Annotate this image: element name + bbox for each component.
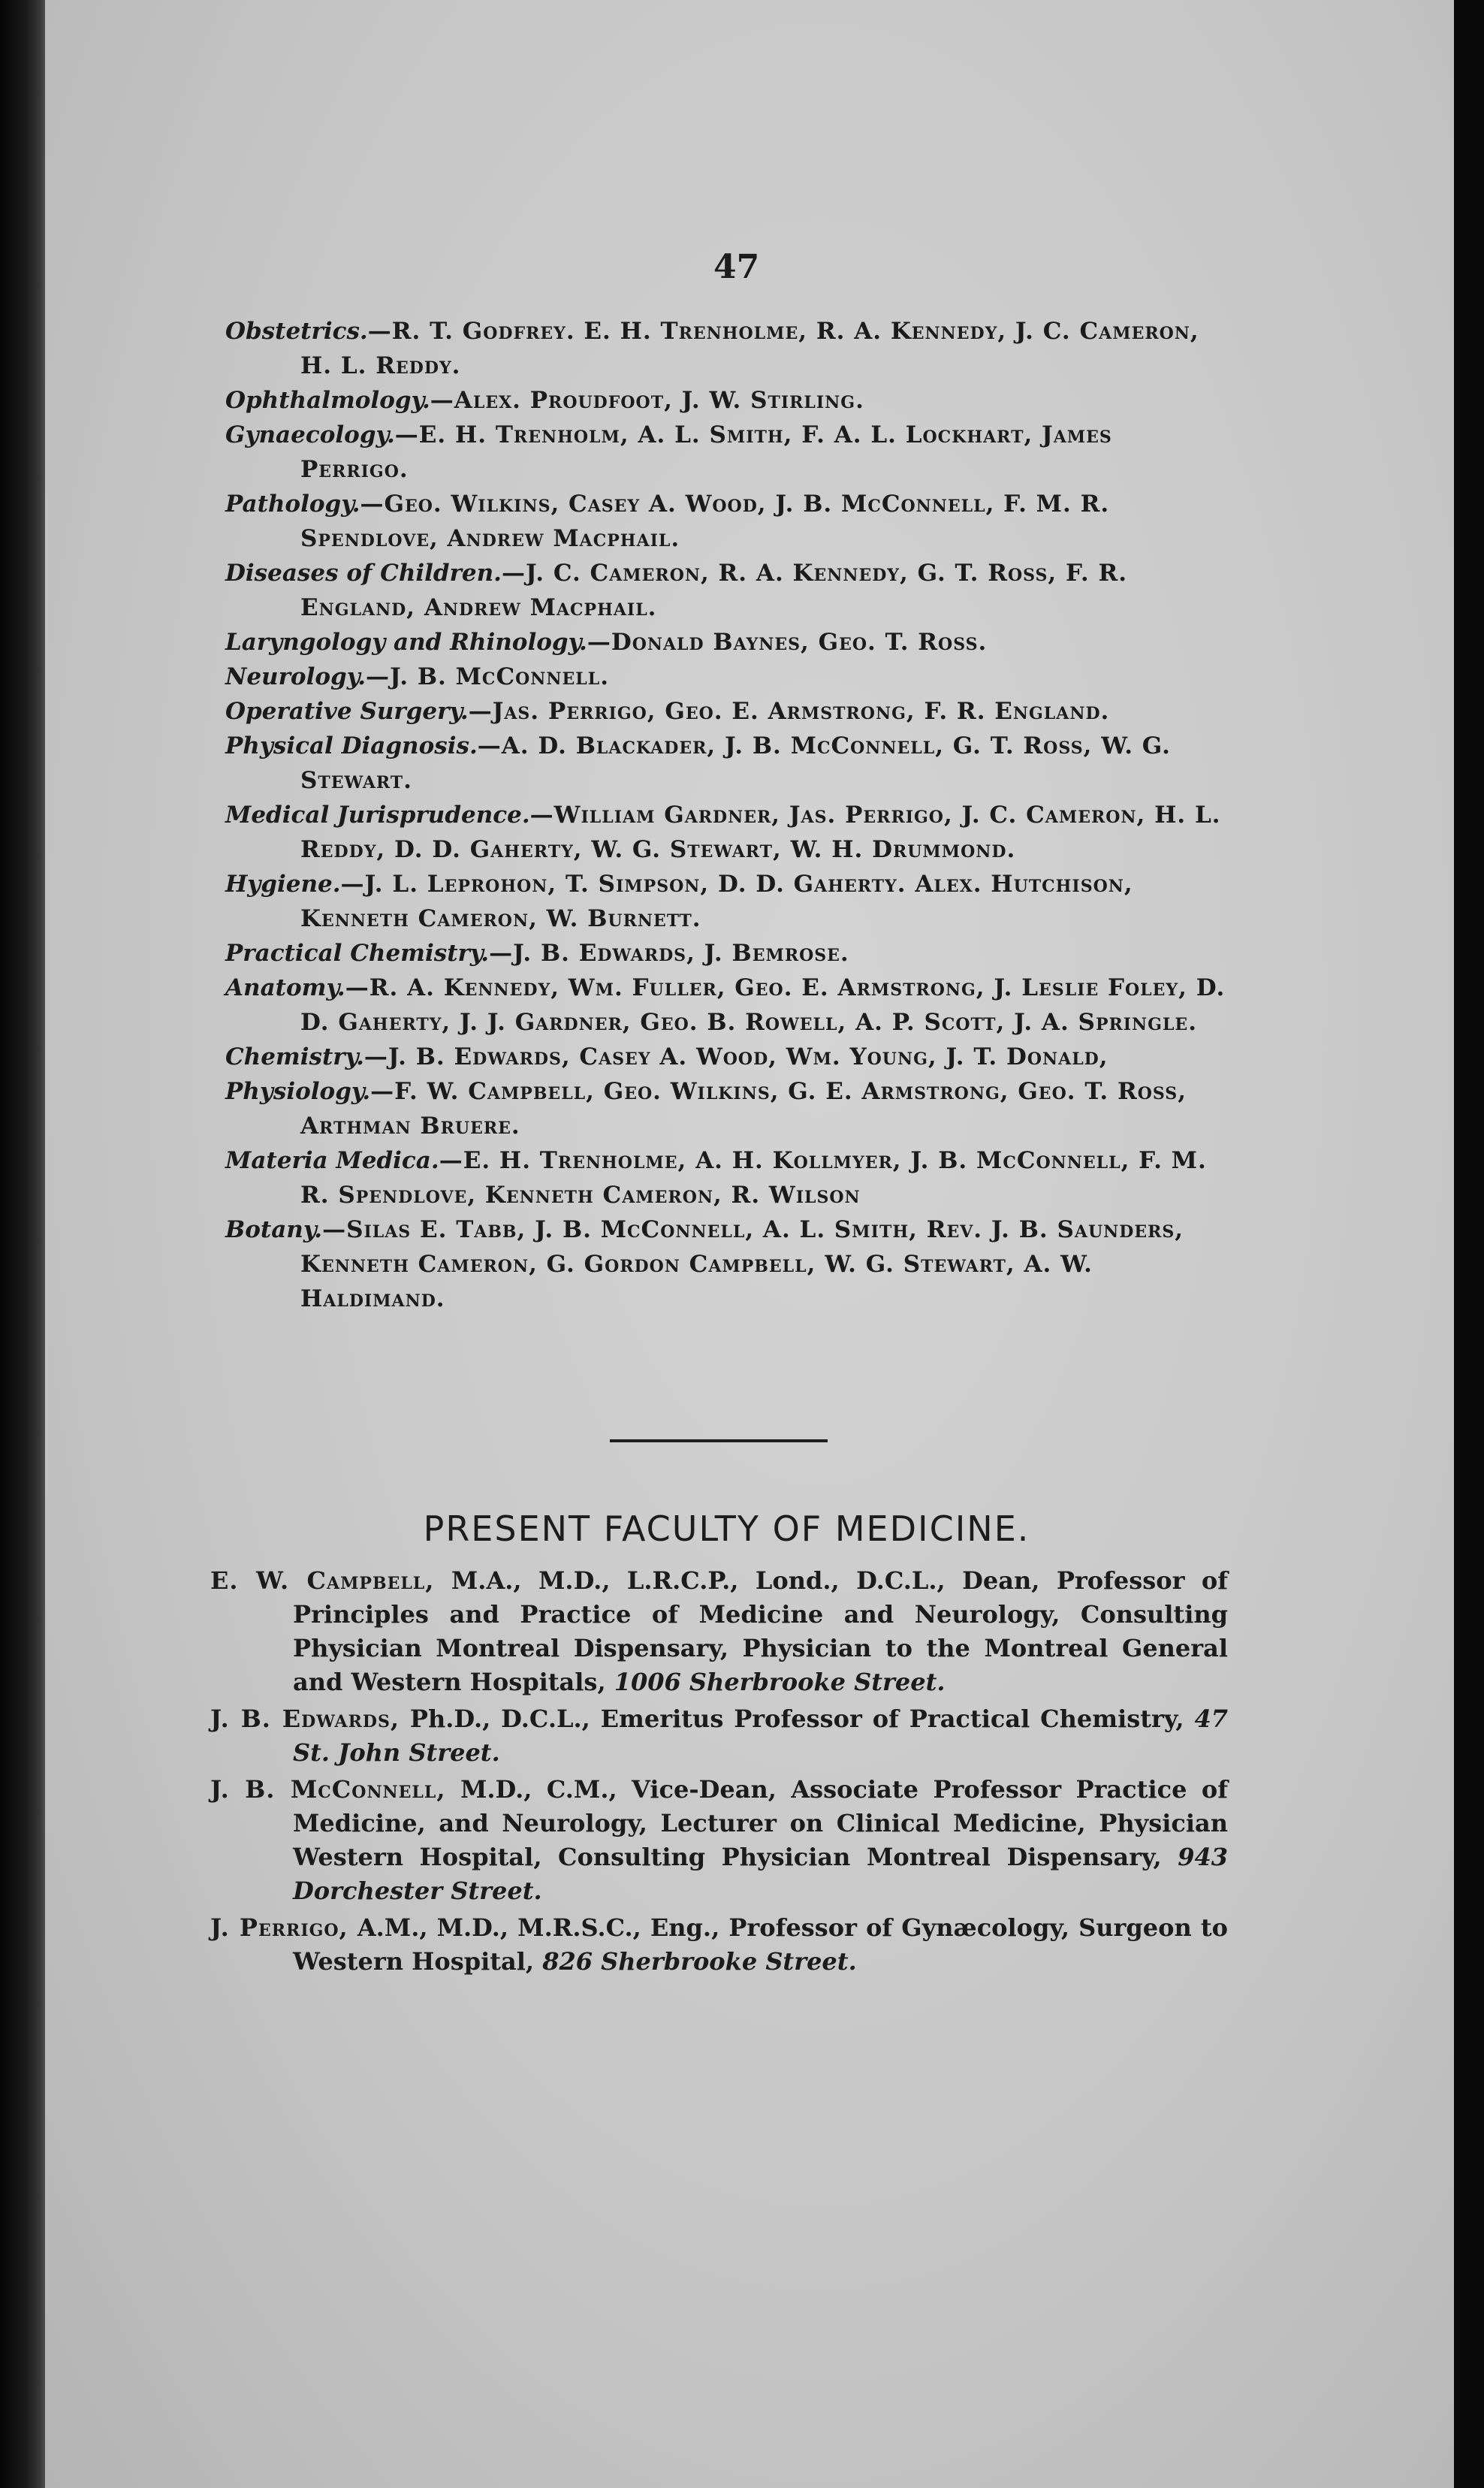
committee-names: —R. T. Godfrey. E. H. Trenholme, R. A. Kennedy, J. C. Cameron, H. L. Reddy. <box>300 318 1199 379</box>
committee-subject: Gynaecology. <box>225 421 395 448</box>
committee-entry <box>225 487 1228 556</box>
committee-entry <box>225 383 1228 418</box>
committee-subject: Neurology. <box>225 663 366 690</box>
committee-names: —A. D. Blackader, J. B. McConnell, G. T. Ross, W. G. Stewart. <box>300 732 1171 794</box>
faculty-address: 826 Sherbrooke Street. <box>542 1947 857 1976</box>
committee-entry <box>225 1074 1228 1143</box>
committee-entry <box>225 798 1228 867</box>
faculty-details: Ph.D., D.C.L., Emeritus Professor of Practical Chemistry, <box>400 1704 1195 1733</box>
faculty-name: J. Perrigo, <box>210 1913 348 1942</box>
committee-subject: Physical Diagnosis. <box>225 732 478 759</box>
committee-entry <box>225 694 1228 729</box>
committee-subject: Ophthalmology. <box>225 387 430 414</box>
committee-names: —J. L. Leprohon, T. Simpson, D. D. Gaherty. Alex. Hutchison, Kenneth Cameron, W. Burnett. <box>300 871 1133 932</box>
committee-names: —E. H. Trenholme, A. H. Kollmyer, J. B. McConnell, F. M. R. Spendlove, Kenneth Cameron, R. Wilson <box>300 1147 1207 1209</box>
committee-entry <box>225 660 1228 694</box>
faculty-entry <box>210 1702 1228 1770</box>
committee-subject: Hygiene. <box>225 871 341 898</box>
committee-names: —Silas E. Tabb, J. B. McConnell, A. L. Smith, Rev. J. B. Saunders, Kenneth Cameron, G. Gordon Campbell, W. G. Stewart, A. W. Haldimand. <box>300 1216 1184 1312</box>
committee-subject: Pathology. <box>225 491 360 518</box>
committee-names: —Geo. Wilkins, Casey A. Wood, J. B. McConnell, F. M. R. Spendlove, Andrew Macphail. <box>300 491 1110 552</box>
faculty-details: M.D., C.M., Vice-Dean, Associate Professor Practice of Medicine, and Neurology, Lecturer on Clinical Medicine, Physician Western Hospital, Consulting Physician Montreal Dispensary, <box>293 1775 1229 1871</box>
committee-names: —J. B. McConnell. <box>365 663 609 690</box>
faculty-name: J. B. McConnell, <box>210 1775 446 1804</box>
committee-subject: Operative Surgery. <box>225 698 469 725</box>
faculty-address: 943 Dorchester Street. <box>293 1843 1228 1905</box>
committee-subject: Botany. <box>225 1216 323 1243</box>
committee-subject: Laryngology and Rhinology. <box>225 629 587 656</box>
committee-names: —Jas. Perrigo, Geo. E. Armstrong, F. R. England. <box>468 698 1110 725</box>
committee-names: —William Gardner, Jas. Perrigo, J. C. Cameron, H. L. Reddy, D. D. Gaherty, W. G. Stewart, W. H. Drummond. <box>300 802 1221 863</box>
faculty-address: 1006 Sherbrooke Street. <box>614 1668 946 1696</box>
committee-subject: Chemistry. <box>225 1043 364 1070</box>
committee-subject: Physiology. <box>225 1078 371 1105</box>
committee-subject: Obstetrics. <box>225 318 368 345</box>
committee-names: —F. W. Campbell, Geo. Wilkins, G. E. Armstrong, Geo. T. Ross, Arthman Bruere. <box>300 1078 1187 1140</box>
committee-names: —Alex. Proudfoot, J. W. Stirling. <box>430 387 864 414</box>
committee-names: —R. A. Kennedy, Wm. Fuller, Geo. E. Armstrong, J. Leslie Foley, D. D. Gaherty, J. J. Gardner, Geo. B. Rowell, A. P. Scott, J. A. Springle. <box>300 974 1226 1036</box>
committee-subject: Practical Chemistry. <box>225 940 490 967</box>
faculty-list <box>210 1564 1228 1982</box>
committee-subject: Diseases of Children. <box>225 560 502 587</box>
committee-subject: Medical Jurisprudence. <box>225 802 530 829</box>
committee-entry <box>225 971 1228 1040</box>
committee-entry <box>225 314 1228 383</box>
committee-subject: Materia Medica. <box>225 1147 439 1174</box>
faculty-name: E. W. Campbell, <box>210 1566 435 1595</box>
faculty-details: A.M., M.D., M.R.S.C., Eng., Professor of Gynæcology, Surgeon to Western Hospital, <box>293 1913 1229 1976</box>
committee-entry <box>225 936 1228 971</box>
committee-entry <box>225 729 1228 798</box>
section-divider <box>610 1439 828 1442</box>
faculty-entry <box>210 1773 1228 1908</box>
faculty-name: J. B. Edwards, <box>210 1704 400 1733</box>
committee-entry <box>225 1040 1228 1074</box>
committee-list <box>225 314 1228 1316</box>
faculty-entry <box>210 1911 1228 1979</box>
committee-entry <box>225 556 1228 625</box>
page-number: 47 <box>713 248 760 286</box>
committee-names: —J. B. Edwards, Casey A. Wood, Wm. Young, J. T. Donald, <box>363 1043 1108 1070</box>
committee-entry <box>225 1143 1228 1212</box>
faculty-entry <box>210 1564 1228 1699</box>
committee-entry <box>225 418 1228 487</box>
faculty-address: 47 St. John Street. <box>293 1704 1228 1767</box>
committee-names: —J. C. Cameron, R. A. Kennedy, G. T. Ross, F. R. England, Andrew Macphail. <box>300 560 1128 621</box>
section-title: PRESENT FACULTY OF MEDICINE. <box>423 1508 1030 1549</box>
committee-subject: Anatomy. <box>225 974 345 1001</box>
committee-names: —Donald Baynes, Geo. T. Ross. <box>587 629 988 656</box>
committee-entry <box>225 1212 1228 1316</box>
committee-names: —E. H. Trenholm, A. L. Smith, F. A. L. Lockhart, James Perrigo. <box>300 421 1112 483</box>
faculty-details: M.A., M.D., L.R.C.P., Lond., D.C.L., Dean, Professor of Principles and Practice of Medicine and Neurology, Consulting Physician Montreal Dispensary, Physician to the Montreal General and Western Hospitals, <box>293 1566 1229 1696</box>
committee-entry <box>225 625 1228 660</box>
committee-names: —J. B. Edwards, J. Bemrose. <box>489 940 849 967</box>
committee-entry <box>225 867 1228 936</box>
